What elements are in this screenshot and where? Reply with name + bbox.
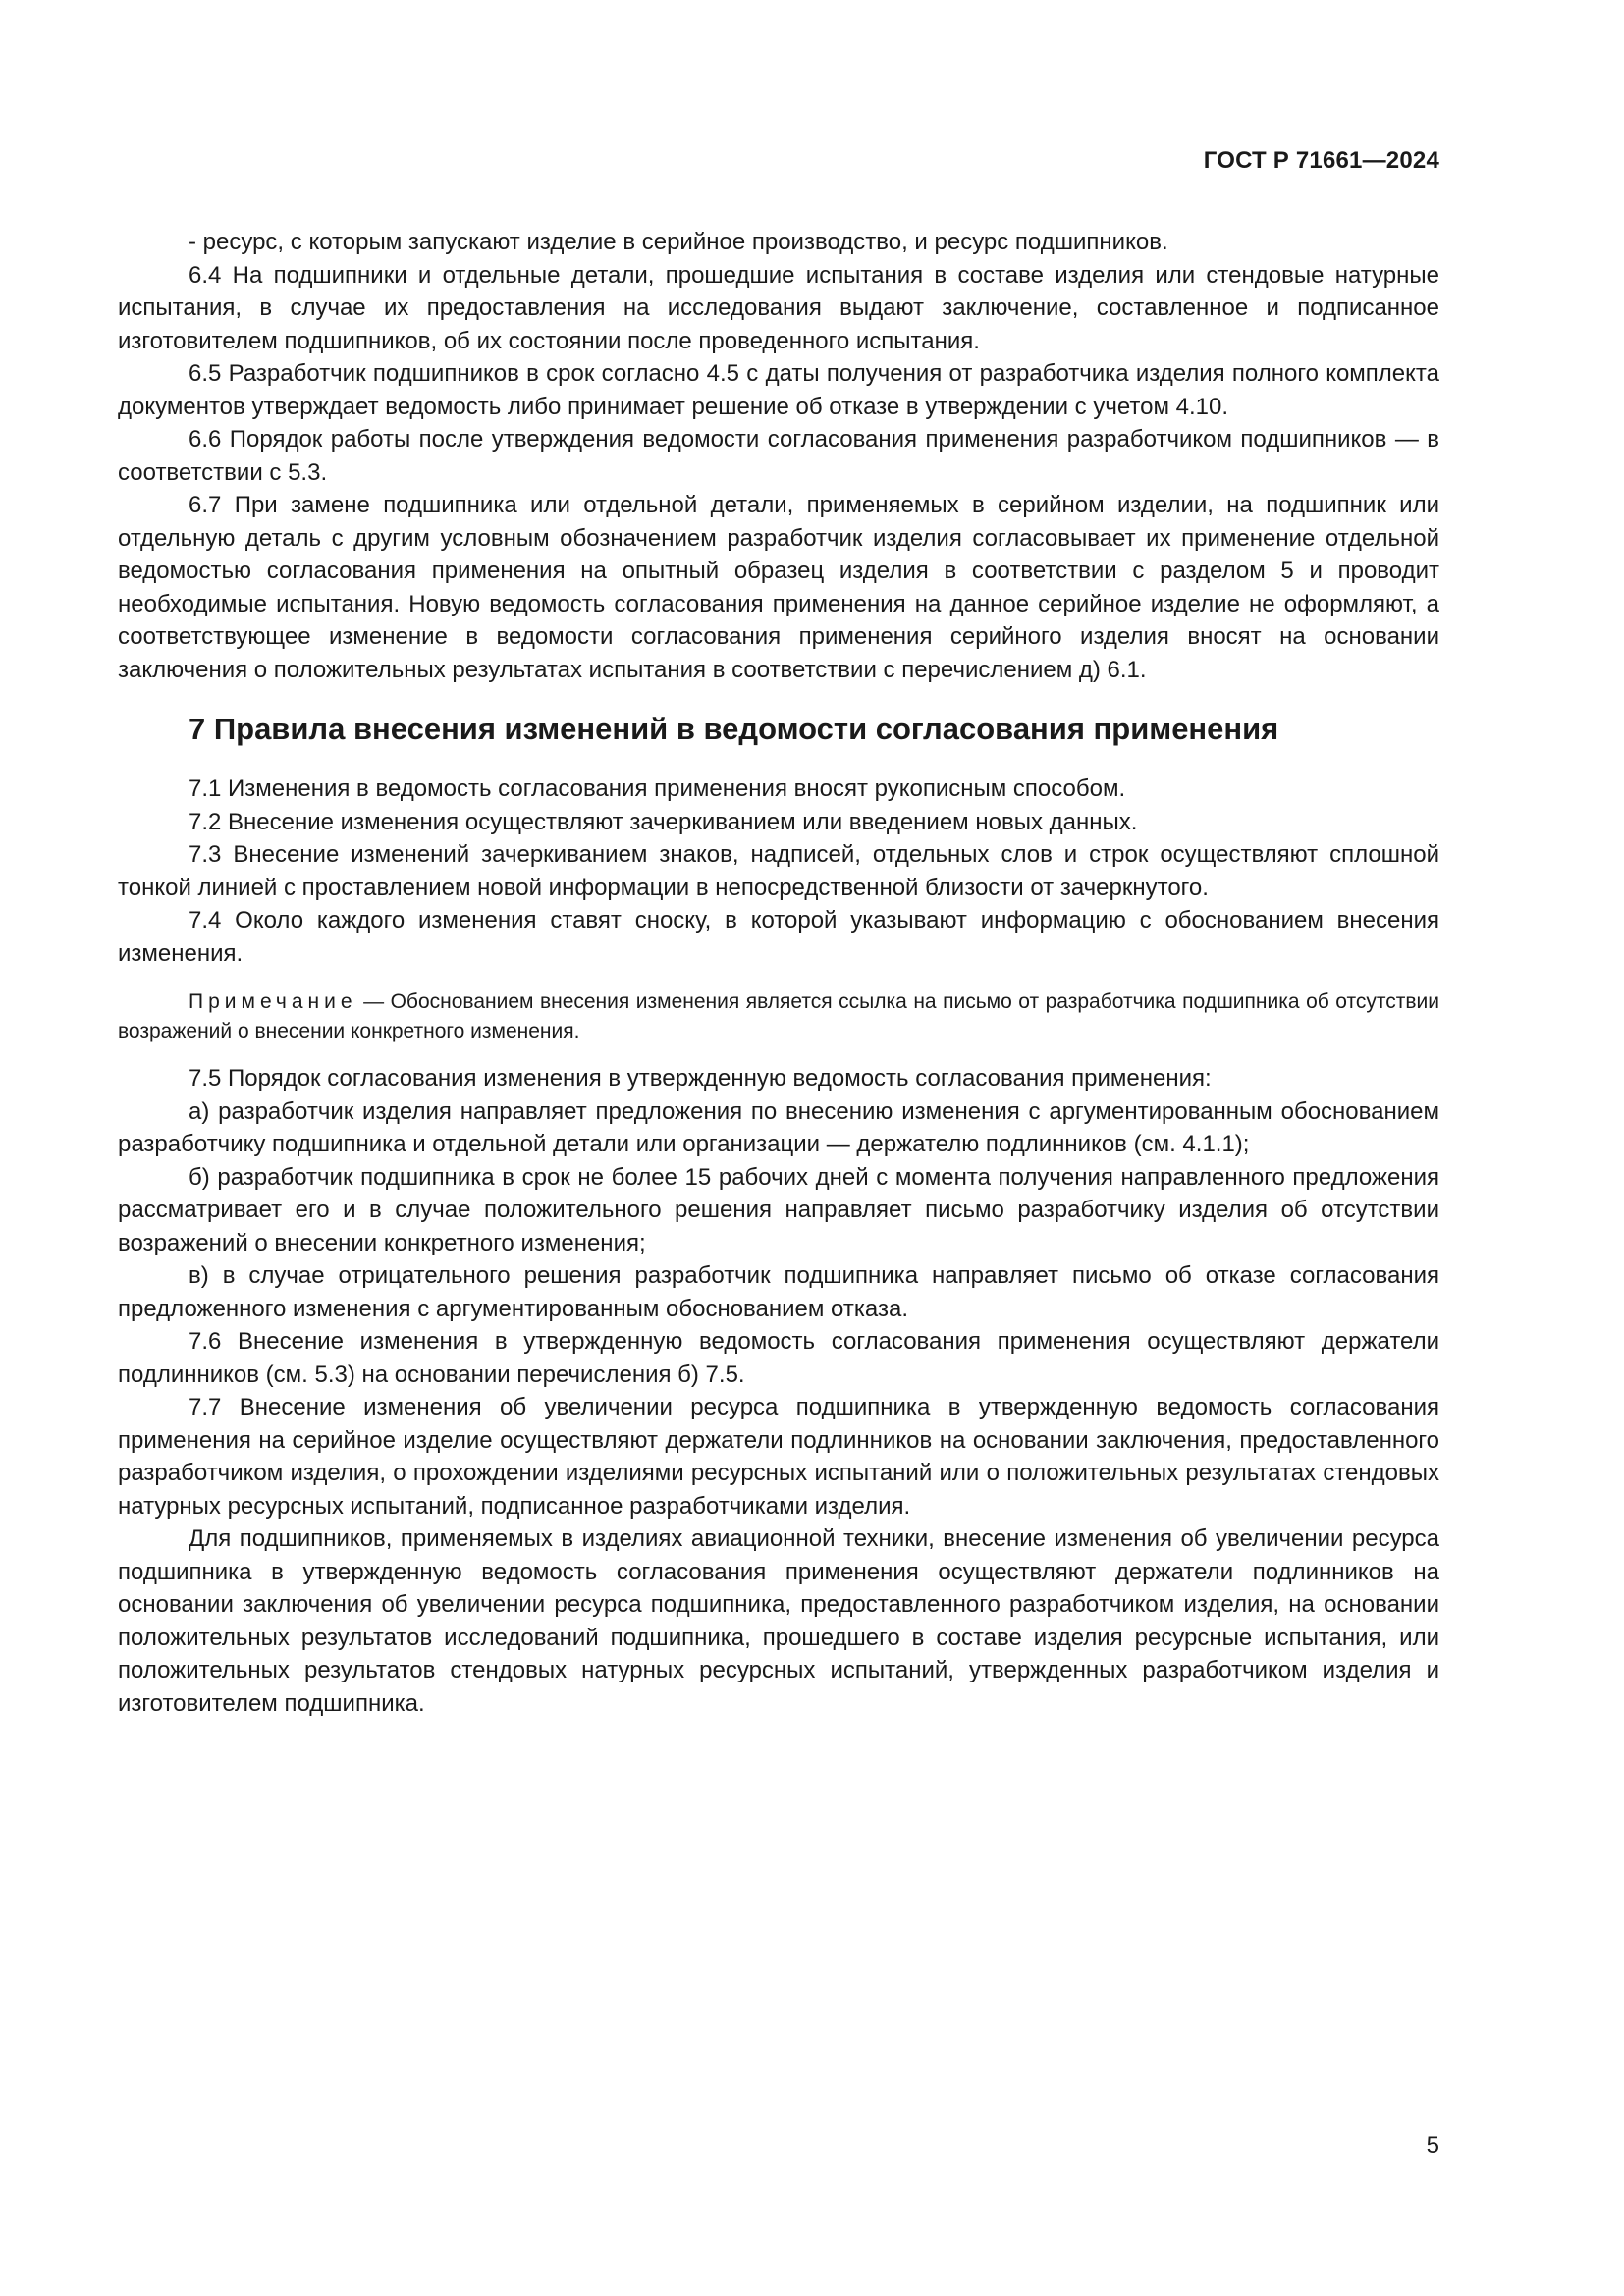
paragraph-6-7: 6.7 При замене подшипника или отдельной детали, применяемых в серийном изделии, на подшипник или отдельную деталь с другим условным обозначением разработчик изделия согласовывает их применение отдельной ведомостью согласования применения на опытный образец изделия в соответствии с разделом 5 и проводит необходимые испытания. Новую ведомость согласования применения на данное серийное изделие не оформляют, а соответствующее изменение в ведомости согласования применения серийного изделия вносят на основании заключения о положительных результатах испытания в соответствии с перечислением д) 6.1. — [118, 492, 1439, 683]
section-7-heading: 7 Правила внесения изменений в ведомости согласования применения — [189, 712, 1279, 746]
paragraph-aviation: Для подшипников, применяемых в изделиях авиационной техники, внесение изменения об увеличении ресурса подшипника в утвержденную ведомость согласования применения осуществляют держатели подлинников на основании заключения об увеличении ресурса подшипника, предоставленного разработчиком изделия, на основании положительных результатов исследований подшипника, прошедшего в составе изделия ресурсные испытания, или положительных результатов стендовых натурных ресурсных испытаний, утвержденных разработчиком изделия и изготовителем подшипника. — [118, 1525, 1439, 1717]
paragraph-6-6: 6.6 Порядок работы после утверждения ведомости согласования применения разработчиком подшипников — в соответствии с 5.3. — [118, 426, 1439, 486]
paragraph-7-7: 7.7 Внесение изменения об увеличении ресурса подшипника в утвержденную ведомость согласования применения на серийное изделие осуществляют держатели подлинников на основании заключения, предоставленного разработчиком изделия, о прохождении изделиями ресурсных испытаний или о положительных результатах стендовых натурных ресурсных испытаний, подписанное разработчиками изделия. — [118, 1394, 1439, 1520]
note-text: — Обоснованием внесения изменения является ссылка на письмо от разработчика подшипника об отсутствии возражений о внесении конкретного изменения. — [118, 990, 1439, 1042]
list-item-b: б) разработчик подшипника в срок не более 15 рабочих дней с момента получения направленного предложения рассматривает его и в случае положительного решения направляет письмо разработчику изделия об отсутствии возражений о внесении конкретного изменения; — [118, 1163, 1439, 1256]
note-label: Примечание — [189, 990, 357, 1013]
paragraph-7-5: 7.5 Порядок согласования изменения в утвержденную ведомость согласования применения: — [189, 1065, 1212, 1092]
paragraph-6-5: 6.5 Разработчик подшипников в срок согласно 4.5 с даты получения от разработчика изделия полного комплекта документов утверждает ведомость либо принимает решение об отказе в утверждении с учетом 4.10. — [118, 360, 1439, 420]
page-number: 5 — [1426, 2132, 1439, 2159]
paragraph-7-4: 7.4 Около каждого изменения ставят сноску, в которой указывают информацию с обоснованием внесения изменения. — [118, 907, 1439, 967]
page-body — [118, 226, 1439, 1720]
paragraph-6-4: 6.4 На подшипники и отдельные детали, прошедшие испытания в составе изделия или стендовые натурные испытания, в случае их предоставления на исследования выдают заключение, составленное и подписанное изготовителем подшипников, об их состоянии после проведенного испытания. — [118, 261, 1439, 354]
paragraph-7-1: 7.1 Изменения в ведомость согласования применения вносят рукописным способом. — [189, 775, 1126, 802]
note — [118, 988, 1439, 1046]
paragraph-7-3: 7.3 Внесение изменений зачеркиванием знаков, надписей, отдельных слов и строк осуществляют сплошной тонкой линией с проставлением новой информации в непосредственной близости от зачеркнутого. — [118, 841, 1439, 901]
paragraph-resource-item: - ресурс, с которым запускают изделие в серийное производство, и ресурс подшипников. — [189, 229, 1168, 255]
paragraph-7-2: 7.2 Внесение изменения осуществляют зачеркиванием или введением новых данных. — [189, 808, 1138, 835]
paragraph-7-6: 7.6 Внесение изменения в утвержденную ведомость согласования применения осуществляют держатели подлинников (см. 5.3) на основании перечисления б) 7.5. — [118, 1328, 1439, 1388]
list-item-a: а) разработчик изделия направляет предложения по внесению изменения с аргументированным обоснованием разработчику подшипника и отдельной детали или организации — держателю подлинников (см. 4.1.1); — [118, 1097, 1439, 1157]
document-code: ГОСТ Р 71661—2024 — [1203, 147, 1439, 174]
list-item-v: в) в случае отрицательного решения разработчик подшипника направляет письмо об отказе согласования предложенного изменения с аргументированным обоснованием отказа. — [118, 1262, 1439, 1322]
